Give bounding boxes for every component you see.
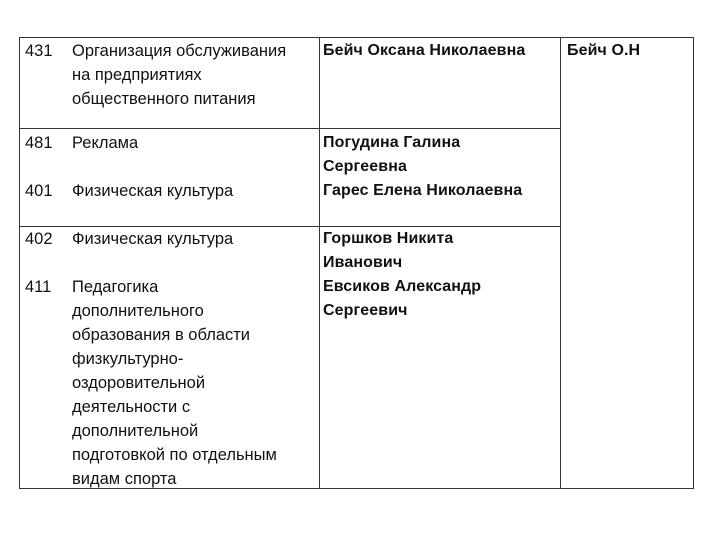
table-border-left <box>19 37 20 489</box>
subject-line: на предприятиях <box>72 66 202 84</box>
teacher-name: Иванович <box>323 254 403 271</box>
teacher-name: Горшков Никита <box>323 230 454 247</box>
subject-line: дополнительного <box>72 302 204 320</box>
row-code: 402 <box>25 230 53 248</box>
subject-line: видам спорта <box>72 470 177 488</box>
table-border-top <box>19 37 694 38</box>
table-border-right <box>693 37 694 489</box>
subject-line: Педагогика <box>72 278 159 296</box>
subject-line: физкультурно- <box>72 350 184 368</box>
subject-line: деятельности с <box>72 398 191 416</box>
subject-line: Реклама <box>72 134 139 152</box>
subject-line: Физическая культура <box>72 230 234 248</box>
row-code: 431 <box>25 42 53 60</box>
row-code: 401 <box>25 182 53 200</box>
subject-line: образования в области <box>72 326 251 344</box>
teacher-name: Гарес Елена Николаевна <box>323 182 523 199</box>
teacher-name: Погудина Галина <box>323 134 461 151</box>
subject-line: общественного питания <box>72 90 256 108</box>
row-code: 481 <box>25 134 53 152</box>
teacher-name: Сергеевна <box>323 158 407 175</box>
subject-line: Физическая культура <box>72 182 234 200</box>
subject-line: дополнительной <box>72 422 199 440</box>
row-divider-1 <box>19 128 561 129</box>
teacher-name: Евсиков Александр <box>323 278 482 295</box>
subject-line: подготовкой по отдельным <box>72 446 277 464</box>
teacher-name: Сергеевич <box>323 302 408 319</box>
head-teacher-name: Бейч О.Н <box>567 42 641 59</box>
column-divider-1 <box>319 37 320 489</box>
row-code: 411 <box>25 278 52 296</box>
schedule-table <box>19 37 694 489</box>
teacher-name: Бейч Оксана Николаевна <box>323 42 526 59</box>
subject-line: Организация обслуживания <box>72 42 287 60</box>
column-divider-2 <box>560 37 561 489</box>
subject-line: оздоровительной <box>72 374 206 392</box>
